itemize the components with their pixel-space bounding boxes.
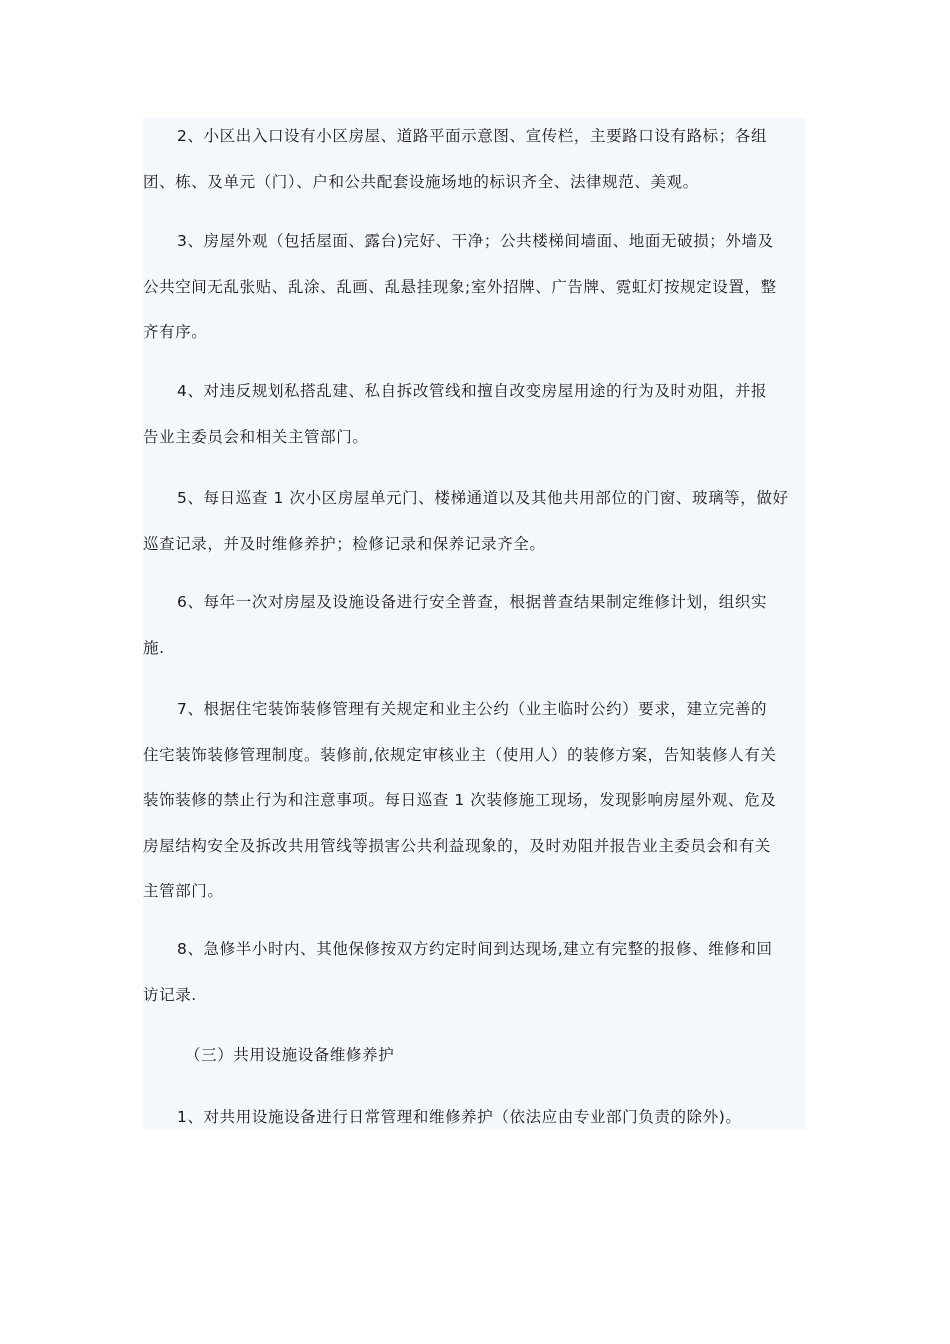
paragraph-line: 公共空间无乱张贴、乱涂、乱画、乱悬挂现象;室外招牌、广告牌、霓虹灯按规定设置，整	[143, 277, 777, 296]
paragraph-line: 8、急修半小时内、其他保修按双方约定时间到达现场,建立有完整的报修、维修和回	[177, 940, 773, 958]
paragraph-line: 3、房屋外观（包括屋面、露台)完好、干净；公共楼梯间墙面、地面无破损；外墙及	[177, 232, 774, 250]
paragraph-line: 住宅装饰装修管理制度。装修前,依规定审核业主（使用人）的装修方案，告知装修人有关	[143, 745, 777, 764]
paragraph-line: 齐有序。	[143, 323, 208, 341]
paragraph-line: 巡查记录，并及时维修养护；检修记录和保养记录齐全。	[143, 534, 546, 553]
paragraph-line: 主管部门。	[143, 882, 224, 900]
paragraph-line: 访记录.	[143, 985, 197, 1004]
section-heading: （三）共用设施设备维修养护	[185, 1046, 395, 1064]
paragraph-item-5	[143, 476, 806, 567]
paragraph-line: 房屋结构安全及拆改共用管线等损害公共利益现象的，及时劝阻并报告业主委员会和有关	[143, 836, 771, 855]
paragraph-line: 7、根据住宅装饰装修管理有关规定和业主公约（业主临时公约）要求，建立完善的	[177, 700, 768, 718]
paragraph-line: 5、每日巡查 1 次小区房屋单元门、楼梯通道以及其他共用部位的门窗、玻璃等，做好	[177, 489, 789, 507]
paragraph-item-3	[143, 219, 806, 356]
paragraph-line: 1、对共用设施设备进行日常管理和维修养护（依法应由专业部门负责的除外)。	[177, 1108, 742, 1126]
paragraph-item-4	[143, 369, 806, 460]
paragraph-line: 团、栋、及单元（门）、户和公共配套设施场地的标识齐全、法律规范、美观。	[143, 172, 699, 191]
paragraph-line: 施.	[143, 638, 165, 657]
paragraph-item-8	[143, 927, 806, 1018]
paragraph-item-7	[143, 687, 806, 915]
paragraph-item-6	[143, 580, 806, 671]
paragraph-line: 装饰装修的禁止行为和注意事项。每日巡查 1 次装修施工现场，发现影响房屋外观、危及	[143, 791, 777, 809]
paragraph-item-2	[143, 114, 806, 205]
paragraph-line: 告业主委员会和相关主管部门。	[143, 427, 369, 446]
paragraph-line: 2、小区出入口设有小区房屋、道路平面示意图、宣传栏，主要路口设有路标；各组	[177, 127, 768, 145]
paragraph-line: 6、每年一次对房屋及设施设备进行安全普查，根据普查结果制定维修计划，组织实	[177, 593, 768, 611]
paragraph-item-final	[143, 1095, 806, 1141]
paragraph-line: 4、对违反规划私搭乱建、私自拆改管线和擅自改变房屋用途的行为及时劝阻，并报	[177, 382, 768, 400]
